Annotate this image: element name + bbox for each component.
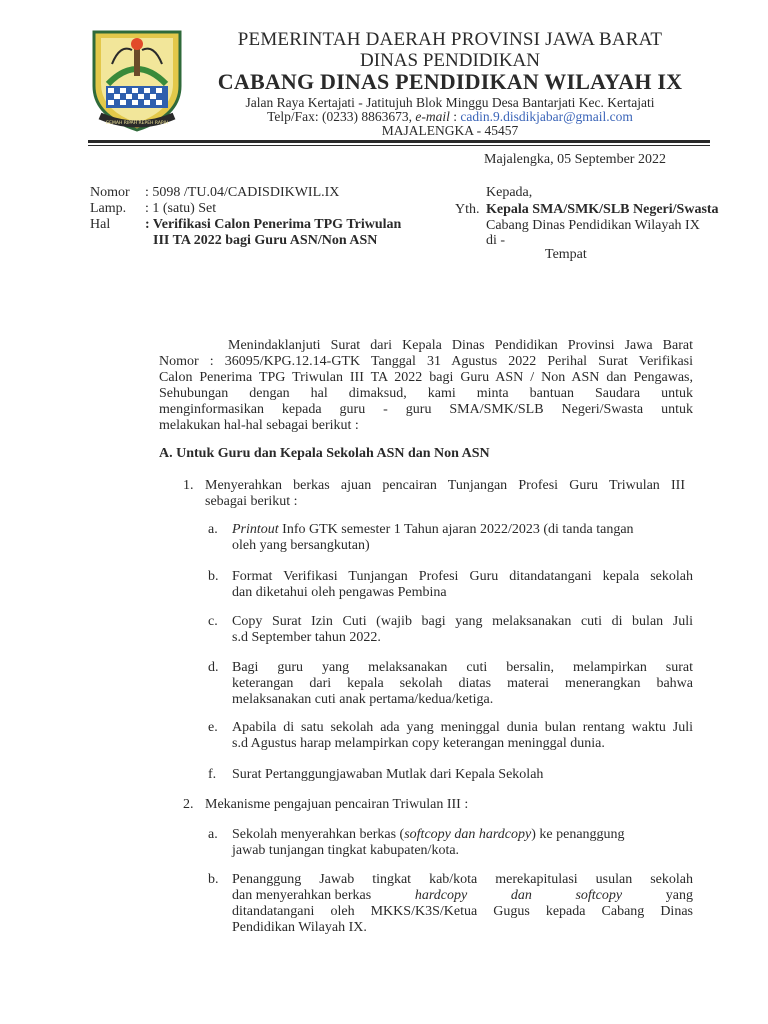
header-divider-thin xyxy=(88,145,710,146)
west-java-emblem-logo xyxy=(86,24,188,134)
item-1-number: 1. xyxy=(183,478,194,493)
intro-line-2: Nomor : 36095/KPG.12.14-GTK Tanggal 31 Agustus 2022 Perihal Surat Verifikasi xyxy=(159,354,693,369)
subitem2-b-line4: Pendidikan Wilayah IX. xyxy=(232,920,367,935)
header-government: PEMERINTAH DAERAH PROVINSI JAWA BARAT xyxy=(237,29,663,50)
letter-date: Majalengka, 05 September 2022 xyxy=(484,152,666,167)
subitem-c-line2: s.d September tahun 2022. xyxy=(232,630,381,645)
intro-line-3: Calon Penerima TPG Triwulan III TA 2022 bagi Guru ASN / Non ASN dan Pengawas, xyxy=(159,370,693,385)
subitem-a-line2: oleh yang bersangkutan) xyxy=(232,538,370,553)
email-label: e-mail xyxy=(415,109,450,124)
subitem-e-line2: s.d Agustus harap melampirkan copy keterangan meninggal dunia. xyxy=(232,736,605,751)
intro-line-6: melakukan hal-hal sebagai berikut : xyxy=(159,418,359,433)
email-link[interactable]: cadin.9.disdikjabar@gmail.com xyxy=(460,109,633,124)
header-department: DINAS PENDIDIKAN xyxy=(360,50,540,71)
subitem2-b-line3: ditandatangani oleh MKKS/K3S/Ketua Gugus kepada Cabang Dinas xyxy=(232,904,693,919)
subitem-b-line2: dan diketahui oleh pengawas Pembina xyxy=(232,585,447,600)
item-2-line1: Mekanisme pengajuan pencairan Triwulan III : xyxy=(205,797,469,812)
item-1-line1: Menyerahkan berkas ajuan pencairan Tunjangan Profesi Guru Triwulan III xyxy=(205,478,685,493)
header-branch: CABANG DINAS PENDIDIKAN WILAYAH IX xyxy=(217,69,683,94)
subitem2-b-letter: b. xyxy=(208,872,219,887)
header-city: MAJALENGKA - 45457 xyxy=(381,123,519,138)
section-a-heading: A. Untuk Guru dan Kepala Sekolah ASN dan Non ASN xyxy=(159,446,490,461)
nomor-label: Nomor xyxy=(90,185,130,200)
intro-line-4: Sehubungan dengan hal dimaksud, kami minta bantuan Saudara untuk xyxy=(159,386,693,401)
subitem2-b-line2: dan menyerahkan berkas hardcopy dan softcopy yang xyxy=(232,888,693,903)
subitem-f-line1: Surat Pertanggungjawaban Mutlak dari Kepala Sekolah xyxy=(232,767,544,782)
subitem-c-letter: c. xyxy=(208,614,218,629)
subitem-b-letter: b. xyxy=(208,569,219,584)
subitem-d-line3: melaksanakan cuti anak pertama/kedua/ketiga. xyxy=(232,692,494,707)
intro-line-1: Menindaklanjuti Surat dari Kepala Dinas Pendidikan Provinsi Jawa Barat xyxy=(228,338,693,353)
nomor-value: : 5098 /TU.04/CADISDIKWIL.IX xyxy=(145,185,340,200)
subitem-b-line1: Format Verifikasi Tunjangan Profesi Guru ditandatangani kepala sekolah xyxy=(232,569,693,584)
recipient-tempat: Tempat xyxy=(545,247,587,262)
header-divider-thick xyxy=(88,140,710,143)
subitem2-b-line1: Penanggung Jawab tingkat kab/kota merekapitulasi usulan sekolah xyxy=(232,872,693,887)
logo-motto: GEMAH RIPAH REPEH RAPIH xyxy=(105,121,169,126)
subitem-a-letter: a. xyxy=(208,522,218,537)
lamp-value: : 1 (satu) Set xyxy=(145,201,217,216)
subitem-d-line2: keterangan dari kepala sekolah diatas materai menerangkan bahwa xyxy=(232,676,693,691)
subitem-a-line1: Printout Info GTK semester 1 Tahun ajaran 2022/2023 (di tanda tangan xyxy=(232,522,634,537)
subitem-e-letter: e. xyxy=(208,720,218,735)
subitem-d-letter: d. xyxy=(208,660,219,675)
intro-line-5: menginformasikan kepada guru - guru SMA/SMK/SLB Negeri/Swasta untuk xyxy=(159,402,693,417)
lamp-label: Lamp. xyxy=(90,201,127,216)
recipient-line2: Cabang Dinas Pendidikan Wilayah IX xyxy=(486,218,700,233)
subitem-e-line1: Apabila di satu sekolah ada yang meninggal dunia bulan rentang waktu Juli xyxy=(232,720,693,735)
header-address: Jalan Raya Kertajati - Jatitujuh Blok Minggu Desa Bantarjati Kec. Kertajati xyxy=(245,95,655,110)
hal-label: Hal xyxy=(90,217,111,232)
recipient-yth: Yth. xyxy=(455,202,480,217)
item-1-line2: sebagai berikut : xyxy=(205,494,298,509)
subitem2-a-line1: Sekolah menyerahkan berkas (softcopy dan hardcopy) ke penanggung xyxy=(232,827,625,842)
hal-value-line1: : Verifikasi Calon Penerima TPG Triwulan xyxy=(145,217,402,232)
item-2-number: 2. xyxy=(183,797,194,812)
subitem2-a-line2: jawab tunjangan tingkat kabupaten/kota. xyxy=(232,843,460,858)
recipient-di: di - xyxy=(486,233,506,248)
subitem-c-line1: Copy Surat Izin Cuti (wajib bagi yang melaksanakan cuti di bulan Juli xyxy=(232,614,693,629)
header-contact: Telp/Fax: (0233) 8863673, e-mail : cadin.9.disdikjabar@gmail.com xyxy=(267,109,633,124)
subitem-f-letter: f. xyxy=(208,767,217,782)
subitem2-a-letter: a. xyxy=(208,827,218,842)
subitem-d-line1: Bagi guru yang melaksanakan cuti bersalin, melampirkan surat xyxy=(232,660,693,675)
recipient-kepada: Kepada, xyxy=(486,185,533,200)
hal-value-line2: III TA 2022 bagi Guru ASN/Non ASN xyxy=(153,233,378,248)
recipient-name: Kepala SMA/SMK/SLB Negeri/Swasta xyxy=(486,202,719,217)
